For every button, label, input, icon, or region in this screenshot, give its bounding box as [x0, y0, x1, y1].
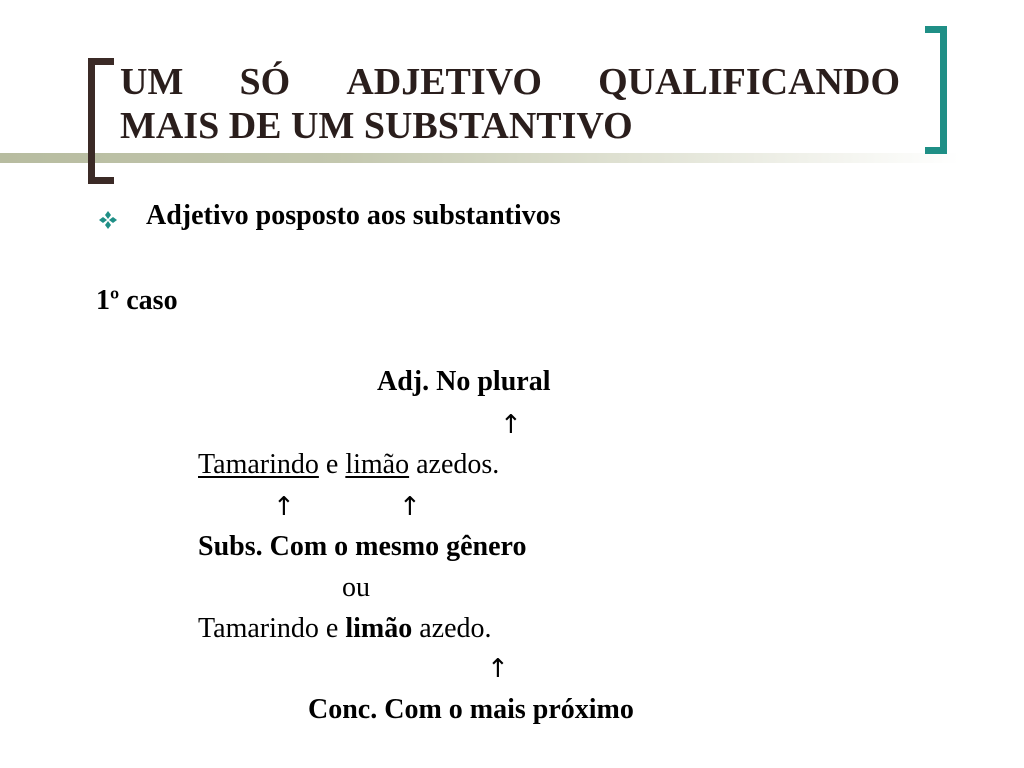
up-arrow-icon: ↑: [500, 410, 522, 440]
noun-underlined: limão: [345, 449, 410, 480]
noun-underlined: Tamarindo: [198, 449, 319, 480]
up-arrow-icon: ↑: [487, 654, 509, 684]
bullet-text: Adjetivo posposto aos substantivos: [146, 200, 561, 231]
title-decorative-band: [0, 153, 960, 163]
four-diamond-bullet-icon: [98, 210, 118, 230]
example-sentence-2: [198, 612, 492, 646]
or-text: ou: [342, 572, 370, 603]
title-line-1: [120, 60, 900, 104]
title-line-2: MAIS DE UM SUBSTANTIVO: [120, 105, 633, 147]
title-word: UM: [120, 61, 184, 103]
left-bracket-decoration: [88, 58, 114, 184]
slide-title: [120, 60, 900, 148]
adjective: azedo.: [412, 613, 492, 644]
noun-bold: limão: [345, 613, 413, 644]
adj-plural-label: Adj. No plural: [377, 366, 551, 397]
noun-and-connector: Tamarindo e: [198, 613, 346, 644]
case-label: 1º caso: [96, 285, 178, 316]
up-arrow-icon: ↑: [273, 492, 295, 522]
title-word: ADJETIVO: [346, 61, 542, 103]
up-arrow-icon: ↑: [399, 492, 421, 522]
conc-label: Conc. Com o mais próximo: [308, 694, 634, 725]
title-word: QUALIFICANDO: [598, 61, 900, 103]
example-sentence-1: [198, 448, 499, 482]
connector: e: [318, 449, 346, 480]
adjective: azedos.: [409, 449, 500, 480]
right-bracket-decoration: [925, 26, 947, 154]
subs-label: Subs. Com o mesmo gênero: [198, 531, 527, 562]
title-word: SÓ: [239, 61, 291, 103]
